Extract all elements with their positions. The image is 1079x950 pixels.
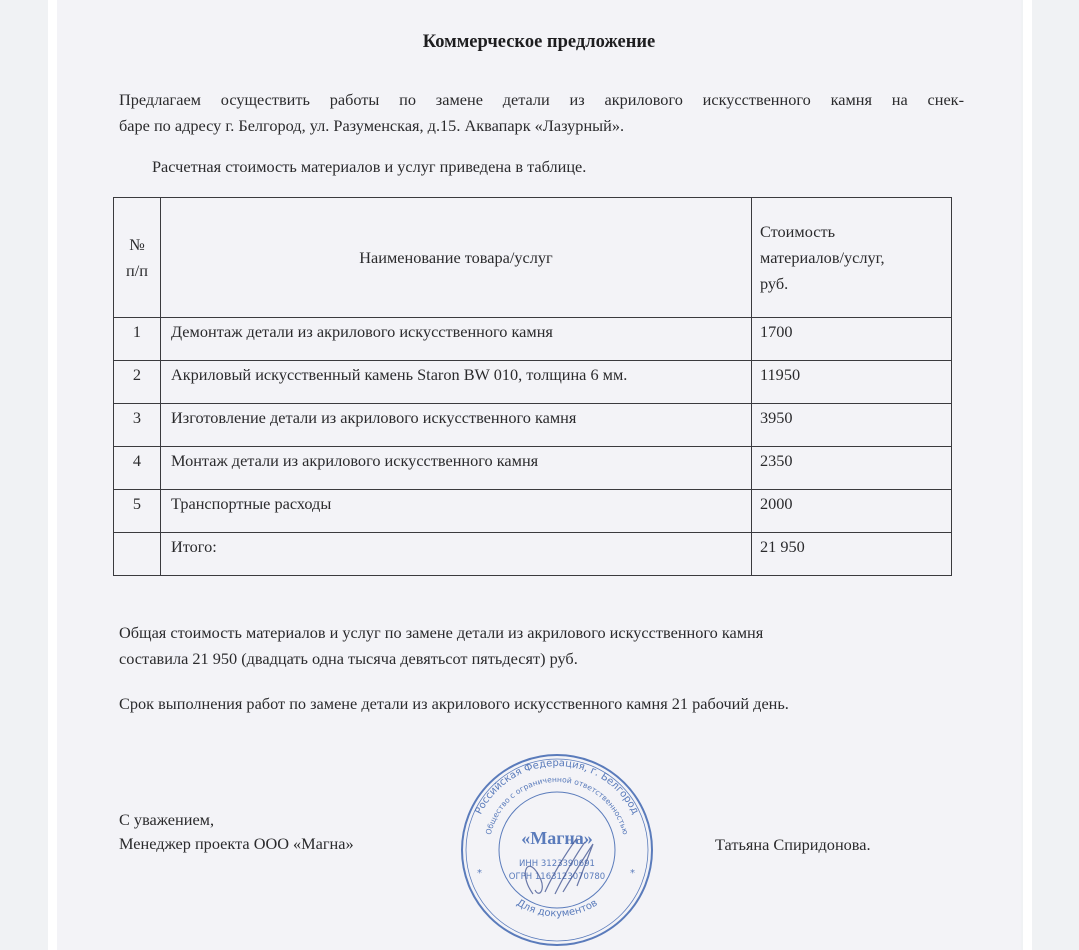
table-note: Расчетная стоимость материалов и услуг приведена в таблице.: [152, 157, 587, 176]
row-number: 4: [114, 447, 161, 490]
header-number-line-2: п/п: [126, 260, 148, 280]
closing-greeting: С уважением,: [119, 810, 215, 829]
scanned-page: [57, 0, 1021, 950]
left-margin-strip: [48, 0, 57, 950]
total-cost: 21 950: [752, 533, 952, 576]
seal-inner-text: Общество с ограниченной ответственностью: [483, 774, 631, 836]
row-cost: 1700: [752, 318, 952, 361]
table-row: [114, 318, 952, 361]
table-header-row: [114, 198, 952, 318]
seal-outer-text: Российская Федерация, г. Белгород: [473, 757, 641, 817]
company-seal: [459, 752, 655, 948]
header-cost: [752, 198, 952, 318]
intro-line-1: Предлагаем осуществить работы по замене детали из акрилового искусственного камня на снек-: [119, 90, 964, 109]
cost-table: [113, 197, 952, 576]
seal-purpose-text: Для документов: [514, 897, 600, 920]
seal-ogrn-text: ОГРН 1163123070780: [508, 872, 606, 882]
row-cost: 11950: [752, 361, 952, 404]
row-name: Демонтаж детали из акрилового искусственного камня: [161, 318, 752, 361]
header-name: Наименование товара/услуг: [161, 198, 752, 318]
deadline-paragraph: Срок выполнения работ по замене детали из акрилового искусственного камня 21 рабочий день.: [119, 694, 789, 713]
table-row: [114, 447, 952, 490]
header-cost-line-3: руб.: [760, 273, 789, 293]
intro-line-2: баре по адресу г. Белгород, ул. Разуменская, д.15. Аквапарк «Лазурный».: [119, 116, 625, 135]
row-number: 2: [114, 361, 161, 404]
row-name: Монтаж детали из акрилового искусственного камня: [161, 447, 752, 490]
header-cost-line-1: Стоимость: [760, 221, 836, 241]
closing-block: [119, 808, 354, 856]
right-margin-strip: [1023, 0, 1032, 950]
closing-position: Менеджер проекта ООО «Магна»: [119, 834, 354, 853]
row-cost: 2000: [752, 490, 952, 533]
signer-name: Татьяна Спиридонова.: [715, 835, 871, 854]
header-number-line-1: №: [129, 234, 145, 254]
row-number: 1: [114, 318, 161, 361]
table-row: [114, 361, 952, 404]
summary-line-1: Общая стоимость материалов и услуг по замене детали из акрилового искусственного камня: [119, 623, 764, 642]
header-number: [114, 198, 161, 318]
seal-star-left: *: [477, 868, 482, 879]
seal-inn-text: ИНН 3123390691: [519, 859, 595, 869]
intro-paragraph: [119, 87, 964, 139]
document-title: Коммерческое предложение: [422, 32, 656, 52]
header-cost-line-2: материалов/услуг,: [760, 247, 885, 267]
table-total-row: [114, 533, 952, 576]
row-name: Транспортные расходы: [161, 490, 752, 533]
row-cost: 3950: [752, 404, 952, 447]
summary-paragraph: [119, 620, 979, 672]
row-cost: 2350: [752, 447, 952, 490]
row-number: 5: [114, 490, 161, 533]
summary-line-2: составила 21 950 (двадцать одна тысяча девятьсот пятьдесят) руб.: [119, 649, 578, 668]
total-label: Итого:: [161, 533, 752, 576]
seal-star-right: *: [630, 868, 635, 879]
row-name: Акриловый искусственный камень Staron BW 010, толщина 6 мм.: [161, 361, 752, 404]
table-row: [114, 404, 952, 447]
row-name: Изготовление детали из акрилового искусственного камня: [161, 404, 752, 447]
seal-center-text: «Магна»: [521, 828, 593, 848]
row-number: 3: [114, 404, 161, 447]
total-number: [114, 533, 161, 576]
table-row: [114, 490, 952, 533]
